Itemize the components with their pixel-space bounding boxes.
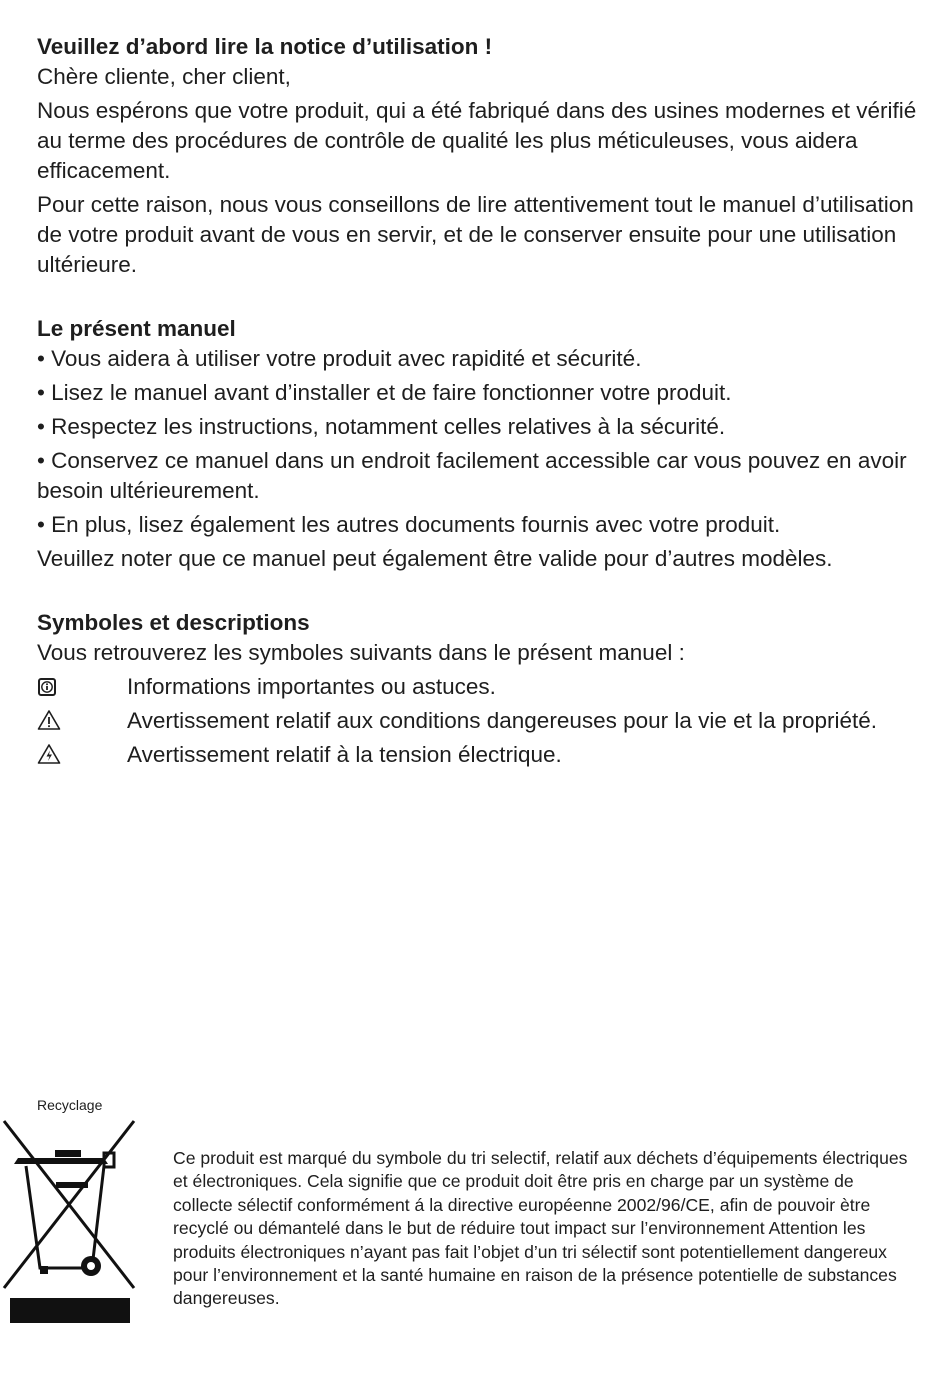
manual-page <box>37 32 917 774</box>
info-icon <box>37 672 127 702</box>
manual-bullet: • Respectez les instructions, notamment celles relatives à la sécurité. <box>37 414 726 439</box>
manual-section-title: Le présent manuel <box>37 316 236 341</box>
symbol-description: Avertissement relatif aux conditions dangereuses pour la vie et la propriété. <box>127 708 878 733</box>
manual-bullet: • En plus, lisez également les autres documents fournis avec votre produit. <box>37 512 781 537</box>
electric-warning-icon <box>37 740 127 770</box>
symbol-row-warning <box>37 706 917 736</box>
symbol-row-info <box>37 672 917 702</box>
symbol-description: Avertissement relatif à la tension électrique. <box>127 742 562 767</box>
warning-icon <box>37 706 127 736</box>
symbol-description: Informations importantes ou astuces. <box>127 674 496 699</box>
intro-paragraph-1: Nous espérons que votre produit, qui a été fabriqué dans des usines modernes et vérifié au terme des procédures de contrôle de qualité les plus méticuleuses, vous aidera efficacement. <box>37 98 917 183</box>
symbols-section-title: Symboles et descriptions <box>37 610 310 635</box>
recycling-label: Recyclage <box>37 1097 103 1113</box>
crossed-out-bin-icon <box>0 1118 140 1328</box>
manual-bullet: • Vous aidera à utiliser votre produit avec rapidité et sécurité. <box>37 346 642 371</box>
manual-note: Veuillez noter que ce manuel peut également être valide pour d’autres modèles. <box>37 546 833 571</box>
symbols-intro: Vous retrouverez les symboles suivants dans le présent manuel : <box>37 640 685 665</box>
symbol-row-electric <box>37 740 917 770</box>
greeting: Chère cliente, cher client, <box>37 64 291 89</box>
manual-bullet: • Lisez le manuel avant d’installer et de faire fonctionner votre produit. <box>37 380 732 405</box>
manual-bullet: • Conservez ce manuel dans un endroit facilement accessible car vous pouvez en avoir besoin ultérieurement. <box>37 448 907 503</box>
recycling-text: Ce produit est marqué du symbole du tri selectif, relatif aux déchets d’équipements électriques et électroniques. Cela signifie que ce produit doit être pris en charge par un système de collecte sélectif conformément á la directive européenne 2002/96/CE, afin de pouvoir ètre recyclé ou démantelé dans le but de réduire tout impact sur l’environnement Attention les produits électroniques n’ayant pas fait l’objet d’un tri sélectif sont potentiellement dangereux pour l’environnement et la santé humaine en raison de la présence potentielle de substances dangereuses. <box>173 1148 908 1309</box>
intro-title: Veuillez d’abord lire la notice d’utilisation ! <box>37 34 493 59</box>
intro-paragraph-2: Pour cette raison, nous vous conseillons de lire attentivement tout le manuel d’utilisation de votre produit avant de vous en servir, et de le conserver ensuite pour une utilisation ultérieure. <box>37 192 914 277</box>
